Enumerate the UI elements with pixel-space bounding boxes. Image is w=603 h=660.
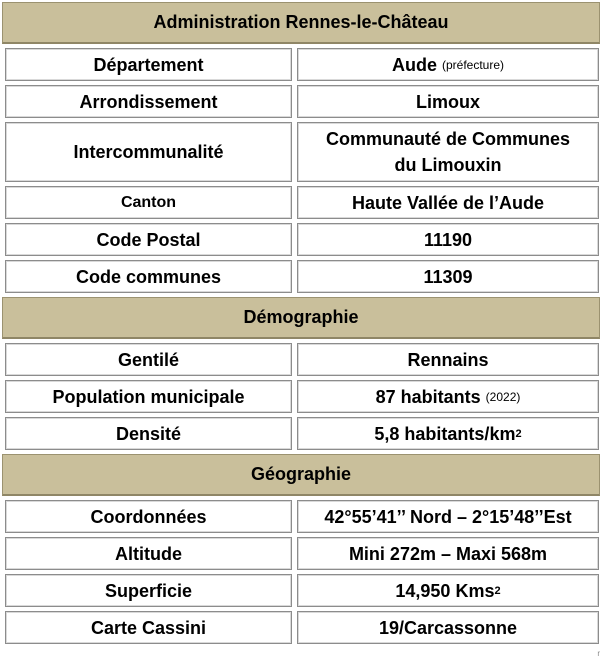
value-altitude: Mini 272m – Maxi 568m <box>297 537 599 570</box>
section-header-administration: Administration Rennes-le-Château <box>2 2 600 44</box>
value-densite-main: 5,8 habitants/km <box>374 423 516 444</box>
label-arrondissement: Arrondissement <box>5 85 292 118</box>
label-carte-cassini: Carte Cassini <box>5 611 292 644</box>
label-coordonnees: Coordonnées <box>5 500 292 533</box>
label-population: Population municipale <box>5 380 292 413</box>
row-carte-cassini <box>2 611 600 644</box>
value-arrondissement: Limoux <box>297 85 599 118</box>
label-superficie: Superficie <box>5 574 292 607</box>
value-superficie-main: 14,950 Kms <box>395 580 495 601</box>
label-departement: Département <box>5 48 292 81</box>
row-population <box>2 380 600 413</box>
row-altitude <box>2 537 600 570</box>
value-population-note: (2022) <box>485 389 521 404</box>
value-intercommunalite <box>297 122 599 182</box>
row-gentile <box>2 343 600 376</box>
value-intercommunalite-line1: Communauté de Communes <box>325 129 571 149</box>
section-header-geographie: Géographie <box>2 454 600 496</box>
value-departement-main: Aude <box>391 54 437 75</box>
row-canton <box>2 186 600 219</box>
label-densite: Densité <box>5 417 292 450</box>
row-densite <box>2 417 600 450</box>
row-departement <box>2 48 600 81</box>
label-altitude: Altitude <box>5 537 292 570</box>
row-arrondissement <box>2 85 600 118</box>
value-population-main: 87 habitants <box>375 386 481 407</box>
label-canton: Canton <box>5 186 292 219</box>
label-intercommunalite: Intercommunalité <box>5 122 292 182</box>
value-code-communes: 11309 <box>297 260 599 293</box>
value-departement-note: (préfecture) <box>441 57 505 72</box>
value-carte-cassini: 19/Carcassonne <box>297 611 599 644</box>
footer-mark: r <box>597 649 600 658</box>
row-intercommunalite <box>2 122 600 182</box>
info-table <box>2 2 600 648</box>
value-intercommunalite-line2: du Limouxin <box>394 155 502 175</box>
value-densite: 5,8 habitants/km 2 <box>297 417 599 450</box>
section-header-demographie: Démographie <box>2 297 600 339</box>
row-coordonnees <box>2 500 600 533</box>
label-gentile: Gentilé <box>5 343 292 376</box>
row-code-communes <box>2 260 600 293</box>
label-code-postal: Code Postal <box>5 223 292 256</box>
label-code-communes: Code communes <box>5 260 292 293</box>
value-departement <box>297 48 599 81</box>
value-gentile: Rennains <box>297 343 599 376</box>
value-canton: Haute Vallée de l’Aude <box>297 186 599 219</box>
value-superficie: 14,950 Kms 2 <box>297 574 599 607</box>
value-population <box>297 380 599 413</box>
row-code-postal <box>2 223 600 256</box>
value-coordonnees: 42°55’41’’ Nord – 2°15’48’’Est <box>297 500 599 533</box>
value-code-postal: 11190 <box>297 223 599 256</box>
row-superficie <box>2 574 600 607</box>
